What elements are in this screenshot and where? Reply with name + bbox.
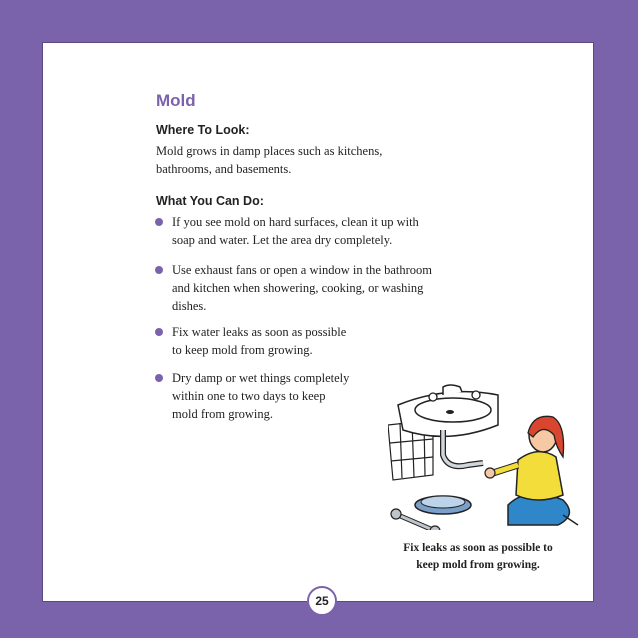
- fixing-sink-leak-illustration: [388, 365, 588, 530]
- page-number-badge: 25: [307, 586, 337, 616]
- bullet-dot-icon: [155, 328, 163, 336]
- bullet-dot-icon: [155, 266, 163, 274]
- bullet-item: [155, 213, 535, 249]
- bullet-text: Fix water leaks as soon as possible to keep mold from growing.: [172, 325, 347, 357]
- bullet-text: If you see mold on hard surfaces, clean it up with soap and water. Let the area dry completely.: [172, 215, 419, 247]
- bullet-dot-icon: [155, 374, 163, 382]
- where-to-look-heading: Where To Look:: [156, 123, 250, 137]
- bullet-item: [155, 261, 535, 315]
- what-you-can-do-heading: What You Can Do:: [156, 194, 264, 208]
- bullet-text: Dry damp or wet things completely within one to two days to keep mold from growing.: [172, 371, 350, 421]
- bullet-item: [155, 369, 415, 423]
- bullet-dot-icon: [155, 218, 163, 226]
- illustration-caption: Fix leaks as soon as possible to keep mold from growing.: [403, 542, 553, 571]
- where-to-look-text: Mold grows in damp places such as kitchens, bathrooms, and basements.: [156, 144, 383, 176]
- section-title: Mold: [156, 91, 196, 110]
- document-page: [42, 42, 594, 608]
- bullet-item: [155, 323, 415, 359]
- bullet-text: Use exhaust fans or open a window in the bathroom and kitchen when showering, cooking, or washing dishes.: [172, 263, 433, 313]
